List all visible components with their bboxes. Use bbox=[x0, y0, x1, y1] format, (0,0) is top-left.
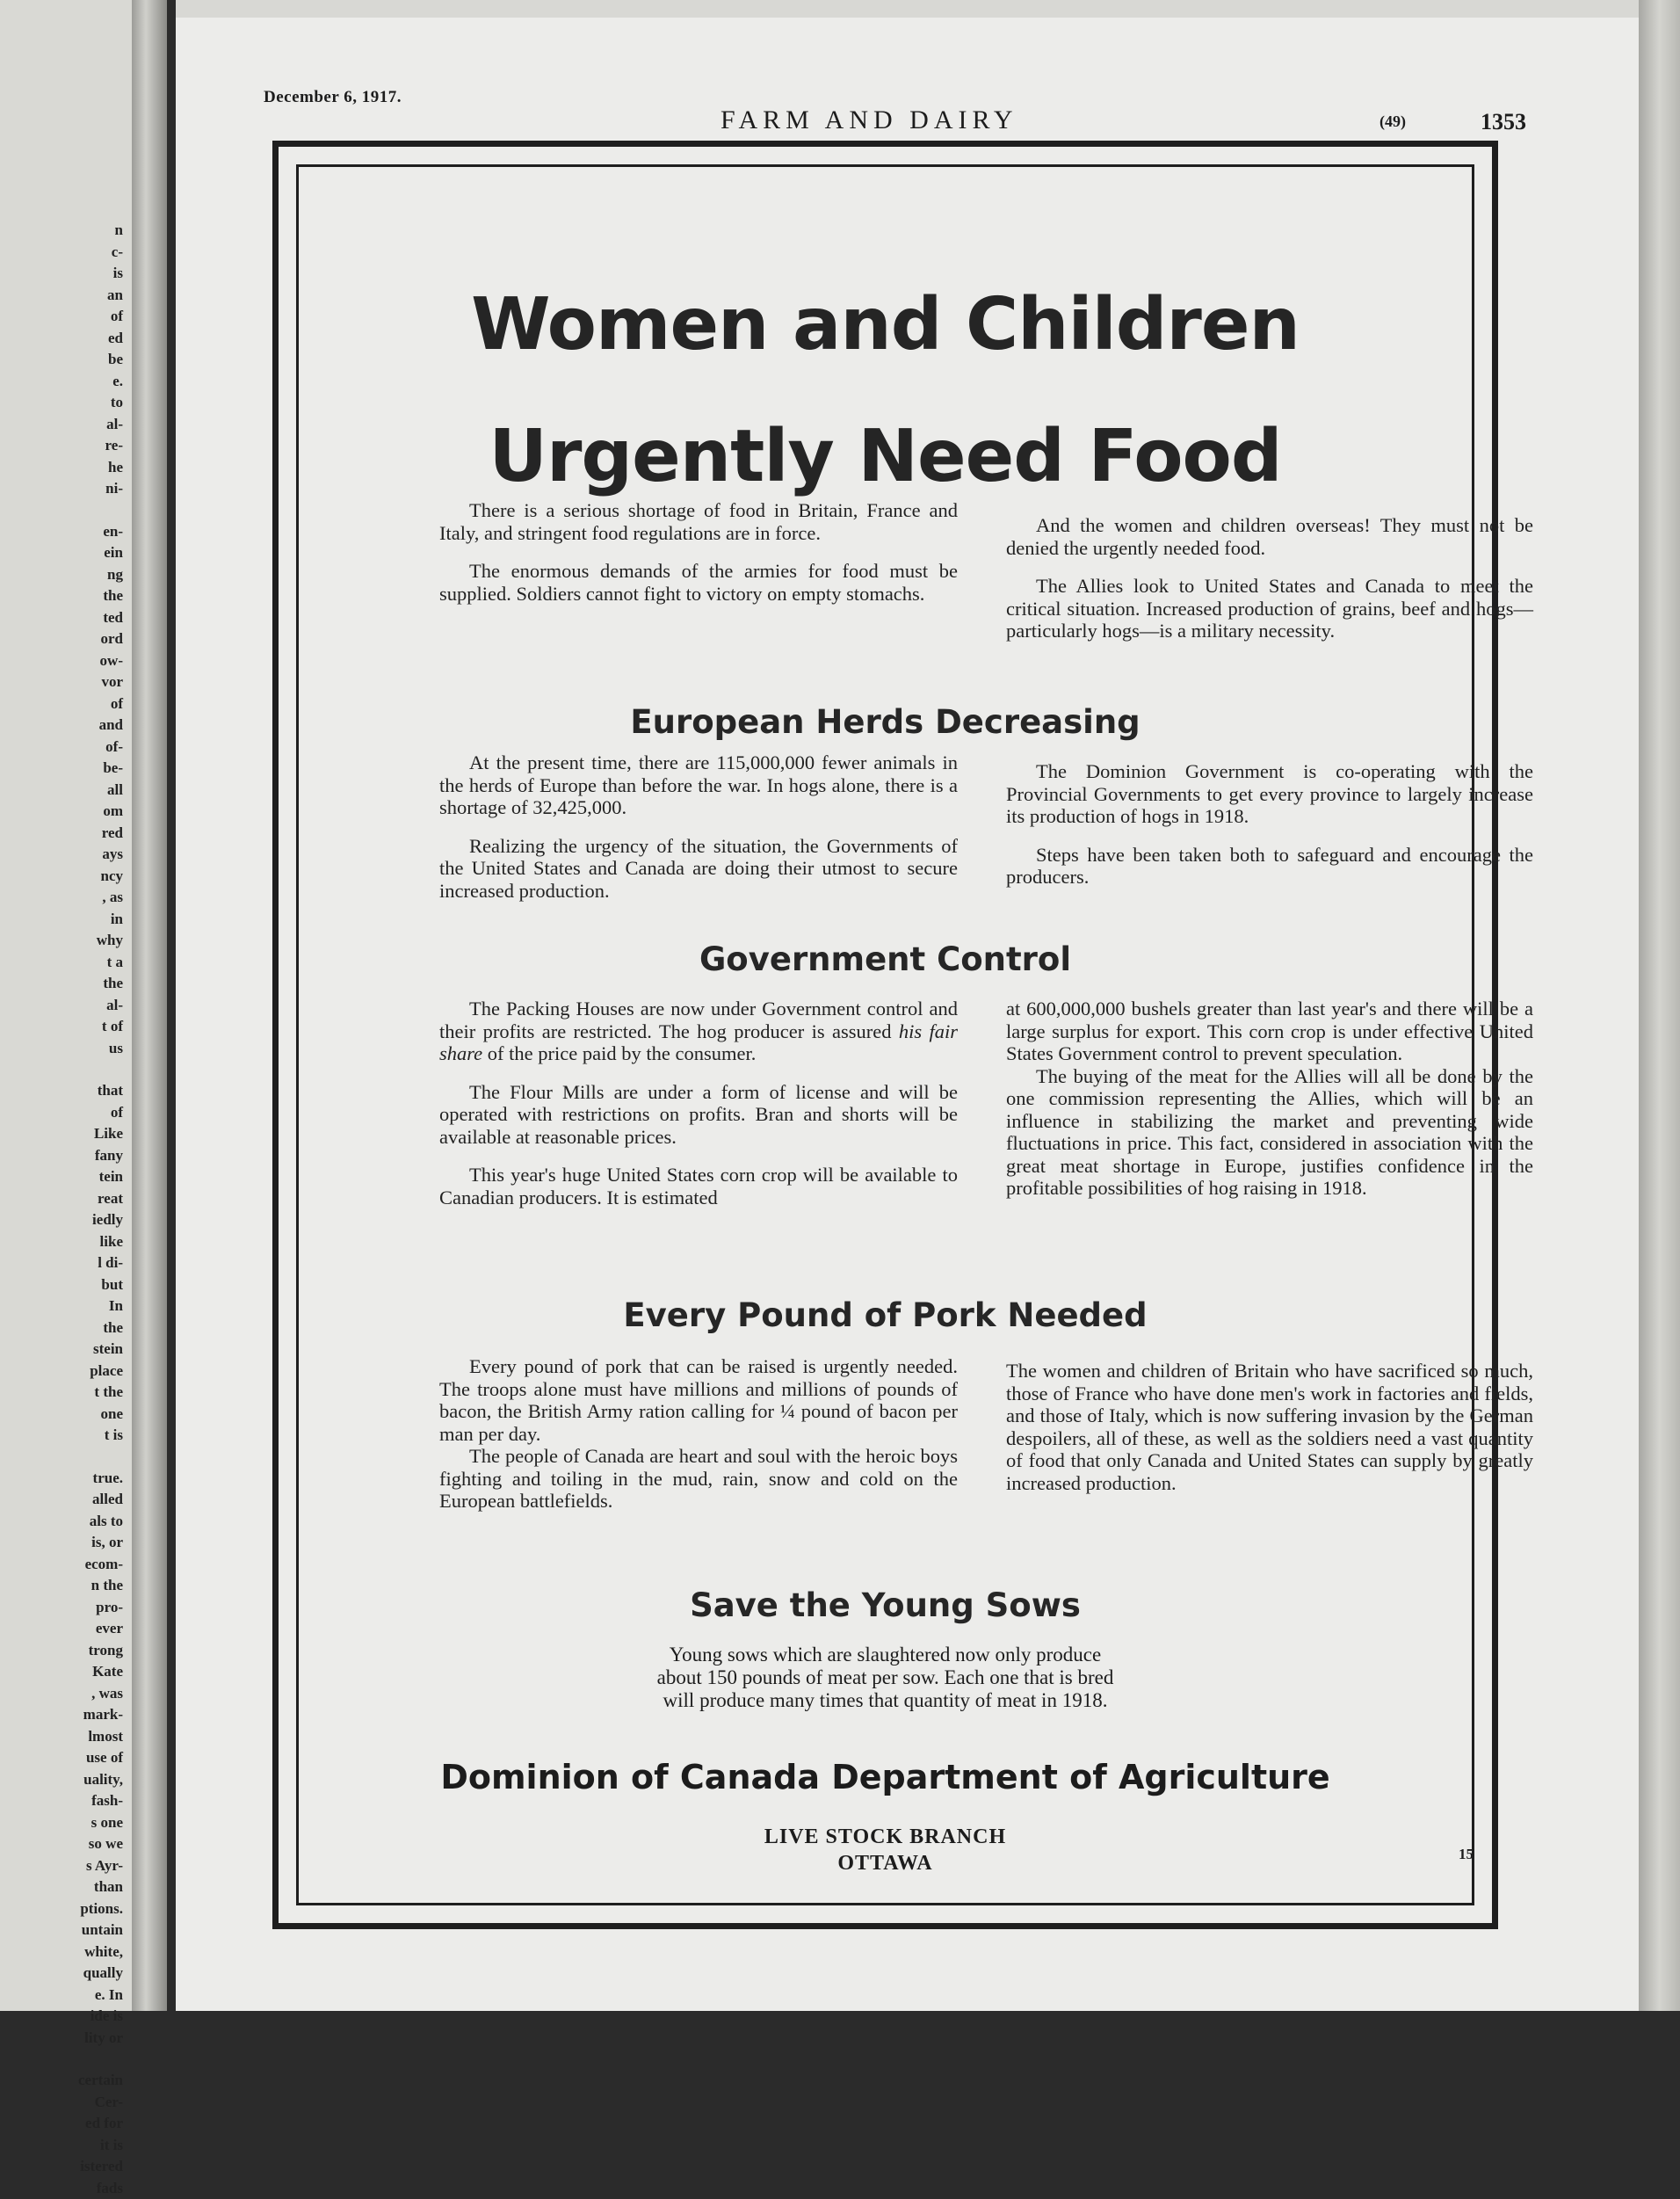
intro-left-column bbox=[439, 499, 958, 621]
adjacent-page-fragment: untain bbox=[0, 1920, 123, 1941]
intro-left-paragraph: There is a serious shortage of food in Britain, France and Italy, and stringent food regulations are in force. bbox=[439, 499, 958, 544]
adjacent-page-fragment: Cer- bbox=[0, 2092, 123, 2114]
adjacent-page-fragment: ide is bbox=[0, 2006, 123, 2028]
control-emphasis: his fair share bbox=[439, 1020, 958, 1065]
pork-right-column bbox=[1006, 1360, 1533, 1510]
adjacent-page-fragment: ncy bbox=[0, 866, 123, 888]
adjacent-page-fragment: t is bbox=[0, 1425, 123, 1447]
adjacent-page-fragment: s Ayr- bbox=[0, 1855, 123, 1877]
adjacent-page-fragment bbox=[0, 2049, 123, 2070]
control-right-paragraph: The buying of the meat for the Allies will all be done by the one commission representing the Allies, which will be an influence in stabilizing the market and preventing wide fluctuations in price. This fact, considered in association with the great meat shortage in Europe, justifies confidence in the profitable possibilities of hog raising in 1918. bbox=[1006, 1065, 1533, 1200]
branch-block bbox=[299, 1824, 1472, 1876]
page-number: 1353 bbox=[1481, 109, 1526, 135]
adjacent-page-fragment: Kate bbox=[0, 1661, 123, 1683]
adjacent-page-fragment: l di- bbox=[0, 1252, 123, 1274]
publication-title: FARM AND DAIRY bbox=[721, 105, 1018, 135]
herds-left-paragraph: Realizing the urgency of the situation, the Governments of the United States and Canada are doing their utmost to secure increased production. bbox=[439, 835, 958, 903]
adjacent-page-fragment: so we bbox=[0, 1833, 123, 1855]
herds-right-paragraph: The Dominion Government is co-operating with the Provincial Governments to get every province to largely increase its production of hogs in 1918. bbox=[1006, 760, 1533, 828]
newspaper-page bbox=[176, 0, 1639, 2011]
adjacent-page-fragment: al- bbox=[0, 995, 123, 1017]
adjacent-page-fragment: lity or bbox=[0, 2028, 123, 2050]
adjacent-page-fragment: n bbox=[0, 220, 123, 242]
adjacent-page-fragment: red bbox=[0, 823, 123, 845]
adjacent-page-fragment: mark- bbox=[0, 1704, 123, 1726]
sows-line: will produce many times that quantity of meat in 1918. bbox=[299, 1689, 1472, 1712]
adjacent-page-fragment: be- bbox=[0, 758, 123, 780]
section-title-sows: Save the Young Sows bbox=[299, 1586, 1472, 1624]
page-gutter bbox=[132, 0, 167, 2011]
pork-left-column bbox=[439, 1355, 958, 1528]
adjacent-page-fragment: ein bbox=[0, 542, 123, 564]
adjacent-page-fragment: of bbox=[0, 306, 123, 328]
adjacent-page-fragment: use of bbox=[0, 1747, 123, 1769]
adjacent-page-fragment: t of bbox=[0, 1016, 123, 1038]
headline-line-1: Women and Children bbox=[299, 259, 1472, 391]
adjacent-page-fragment bbox=[0, 1447, 123, 1468]
adjacent-page-fragment: als to bbox=[0, 1511, 123, 1533]
issue-number: (49) bbox=[1379, 112, 1406, 131]
sows-line: about 150 pounds of meat per sow. Each one that is bred bbox=[299, 1666, 1472, 1689]
adjacent-page-fragment: in bbox=[0, 909, 123, 931]
adjacent-page-fragment: t a bbox=[0, 952, 123, 974]
adjacent-page-fragment: fany bbox=[0, 1145, 123, 1167]
adjacent-page-fragment bbox=[0, 1059, 123, 1080]
ad-number: 15 bbox=[1459, 1846, 1474, 1863]
adjacent-page-fragment bbox=[0, 500, 123, 521]
adjacent-page-fragment: fads bbox=[0, 2178, 123, 2199]
adjacent-page-fragment: n the bbox=[0, 1575, 123, 1597]
branch-city: OTTAWA bbox=[299, 1850, 1472, 1876]
adjacent-page-fragment: ni- bbox=[0, 478, 123, 500]
adjacent-page-fragment: like bbox=[0, 1231, 123, 1253]
adjacent-page-fragment: white, bbox=[0, 1941, 123, 1963]
adjacent-page-fragment: ord bbox=[0, 628, 123, 650]
herds-right-column bbox=[1006, 760, 1533, 904]
adjacent-page-fragment: vor bbox=[0, 671, 123, 693]
department-name: Dominion of Canada Department of Agriculture bbox=[299, 1758, 1472, 1796]
adjacent-page-fragment: one bbox=[0, 1404, 123, 1426]
ad-headline bbox=[299, 259, 1472, 523]
headline-line-2: Urgently Need Food bbox=[299, 391, 1472, 523]
adjacent-page-fragment: lmost bbox=[0, 1726, 123, 1748]
pork-right-paragraph: The women and children of Britain who have sacrificed so much, those of France who have done men's work in factories and fields, and those of Italy, which is now suffering invasion by the German despoilers, all of these, as well as the soldiers need a vast quantity of food that only Canada and United States can supply by greatly increased production. bbox=[1006, 1360, 1533, 1494]
adjacent-page-fragment: that bbox=[0, 1080, 123, 1102]
sows-line: Young sows which are slaughtered now only produce bbox=[299, 1644, 1472, 1666]
adjacent-page-fragment: al- bbox=[0, 414, 123, 436]
herds-left-paragraph: At the present time, there are 115,000,000 fewer animals in the herds of Europe than before the war. In hogs alone, there is a shortage of 32,425,000. bbox=[439, 751, 958, 819]
adjacent-page-fragment: ed bbox=[0, 328, 123, 350]
adjacent-page-fragment: ecom- bbox=[0, 1554, 123, 1576]
adjacent-page-fragment: true. bbox=[0, 1468, 123, 1490]
adjacent-page-fragment: re- bbox=[0, 435, 123, 457]
adjacent-page-fragment: ays bbox=[0, 844, 123, 866]
sows-text bbox=[299, 1644, 1472, 1712]
adjacent-page-fragment: ever bbox=[0, 1618, 123, 1640]
adjacent-page-fragment: all bbox=[0, 780, 123, 802]
adjacent-page-fragment: ow- bbox=[0, 650, 123, 672]
control-right-paragraph: at 600,000,000 bushels greater than last year's and there will be a large surplus for export. This corn crop is under effective United States Government control to prevent speculation. bbox=[1006, 998, 1533, 1065]
adjacent-page-fragment: om bbox=[0, 801, 123, 823]
herds-left-column bbox=[439, 751, 958, 918]
advertisement-inner-frame bbox=[296, 164, 1474, 1905]
adjacent-page-fragment: of bbox=[0, 693, 123, 715]
control-text: of the price paid by the consumer. bbox=[482, 1042, 756, 1064]
adjacent-page-fragment: en- bbox=[0, 521, 123, 543]
intro-right-paragraph: The Allies look to United States and Canada to meet the critical situation. Increased production of grains, beef and hogs—particularly hogs—is a military necessity. bbox=[1006, 575, 1533, 642]
adjacent-page-fragment: fash- bbox=[0, 1790, 123, 1812]
adjacent-page-fragment: stein bbox=[0, 1339, 123, 1361]
adjacent-page-fragment: but bbox=[0, 1274, 123, 1296]
adjacent-page-fragment: s one bbox=[0, 1812, 123, 1834]
adjacent-page-fragment: Like bbox=[0, 1123, 123, 1145]
adjacent-page-fragment: c- bbox=[0, 242, 123, 264]
adjacent-page-fragment: tein bbox=[0, 1166, 123, 1188]
pork-left-paragraph: Every pound of pork that can be raised is urgently needed. The troops alone must have millions and millions of pounds of bacon, the British Army ration calling for ¼ pound of bacon per man per day. bbox=[439, 1355, 958, 1445]
adjacent-page-fragment: place bbox=[0, 1361, 123, 1383]
adjacent-page-fragment: e. bbox=[0, 371, 123, 393]
adjacent-page-fragment: he bbox=[0, 457, 123, 479]
adjacent-page-fragment: qually bbox=[0, 1963, 123, 1985]
adjacent-page-fragment: certain bbox=[0, 2070, 123, 2092]
adjacent-page-fragment: the bbox=[0, 973, 123, 995]
adjacent-page-fragment: than bbox=[0, 1876, 123, 1898]
control-left-paragraph bbox=[439, 998, 958, 1065]
adjacent-page-fragment: ng bbox=[0, 564, 123, 586]
intro-right-paragraph: And the women and children overseas! They must not be denied the urgently needed food. bbox=[1006, 514, 1533, 559]
adjacent-page-fragment: istered bbox=[0, 2156, 123, 2178]
adjacent-page-fragment: alled bbox=[0, 1489, 123, 1511]
section-title-herds: European Herds Decreasing bbox=[299, 703, 1472, 741]
branch-name: LIVE STOCK BRANCH bbox=[299, 1824, 1472, 1850]
adjacent-page-fragment: In bbox=[0, 1295, 123, 1317]
adjacent-page-text bbox=[0, 220, 123, 2199]
adjacent-page-fragment: ed for bbox=[0, 2113, 123, 2135]
control-text: The Packing Houses are now under Government control and their profits are restricted. The hog producer is assured bbox=[439, 998, 958, 1042]
advertisement-frame bbox=[272, 141, 1498, 1929]
adjacent-page-fragment: to bbox=[0, 392, 123, 414]
adjacent-page-fragment: ptions. bbox=[0, 1898, 123, 1920]
adjacent-page-fragment: pro- bbox=[0, 1597, 123, 1619]
adjacent-page-fragment: the bbox=[0, 1317, 123, 1339]
adjacent-page-fragment: and bbox=[0, 715, 123, 737]
control-left-paragraph: The Flour Mills are under a form of license and will be operated with restrictions on profits. Bran and shorts will be available at reasonable prices. bbox=[439, 1081, 958, 1149]
issue-date: December 6, 1917. bbox=[264, 88, 402, 107]
binding-edge bbox=[1639, 0, 1680, 2011]
adjacent-page-fragment: be bbox=[0, 349, 123, 371]
adjacent-page-fragment: , as bbox=[0, 887, 123, 909]
adjacent-page-fragment: , was bbox=[0, 1683, 123, 1705]
adjacent-page-fragment: of bbox=[0, 1102, 123, 1124]
adjacent-page-fragment: why bbox=[0, 930, 123, 952]
adjacent-page-fragment: uality, bbox=[0, 1769, 123, 1791]
control-left-paragraph: This year's huge United States corn crop will be available to Canadian producers. It is estimated bbox=[439, 1164, 958, 1208]
adjacent-page-strip bbox=[0, 0, 167, 2011]
adjacent-page-fragment: the bbox=[0, 585, 123, 607]
adjacent-page-fragment: us bbox=[0, 1038, 123, 1060]
adjacent-page-fragment: an bbox=[0, 285, 123, 307]
adjacent-page-fragment: trong bbox=[0, 1640, 123, 1662]
control-left-column bbox=[439, 998, 958, 1224]
adjacent-page-fragment: it is bbox=[0, 2135, 123, 2157]
adjacent-page-fragment: reat bbox=[0, 1188, 123, 1210]
control-right-column bbox=[1006, 998, 1533, 1216]
adjacent-page-fragment: of- bbox=[0, 737, 123, 758]
adjacent-page-fragment: is, or bbox=[0, 1532, 123, 1554]
intro-right-column bbox=[1006, 514, 1533, 658]
herds-right-paragraph: Steps have been taken both to safeguard and encourage the producers. bbox=[1006, 844, 1533, 889]
adjacent-page-fragment: e. In bbox=[0, 1985, 123, 2007]
pork-left-paragraph: The people of Canada are heart and soul with the heroic boys fighting and toiling in the mud, rain, snow and cold on the European battlefields. bbox=[439, 1445, 958, 1513]
section-title-pork: Every Pound of Pork Needed bbox=[299, 1296, 1472, 1334]
control-title-text: Government Control bbox=[699, 940, 1071, 978]
adjacent-page-fragment: is bbox=[0, 263, 123, 285]
adjacent-page-fragment: t the bbox=[0, 1382, 123, 1404]
intro-left-paragraph: The enormous demands of the armies for food must be supplied. Soldiers cannot fight to victory on empty stomachs. bbox=[439, 560, 958, 605]
adjacent-page-fragment: ted bbox=[0, 607, 123, 629]
page-top-edge bbox=[176, 0, 1639, 18]
section-title-control bbox=[299, 940, 1472, 978]
adjacent-page-fragment: iedly bbox=[0, 1209, 123, 1231]
